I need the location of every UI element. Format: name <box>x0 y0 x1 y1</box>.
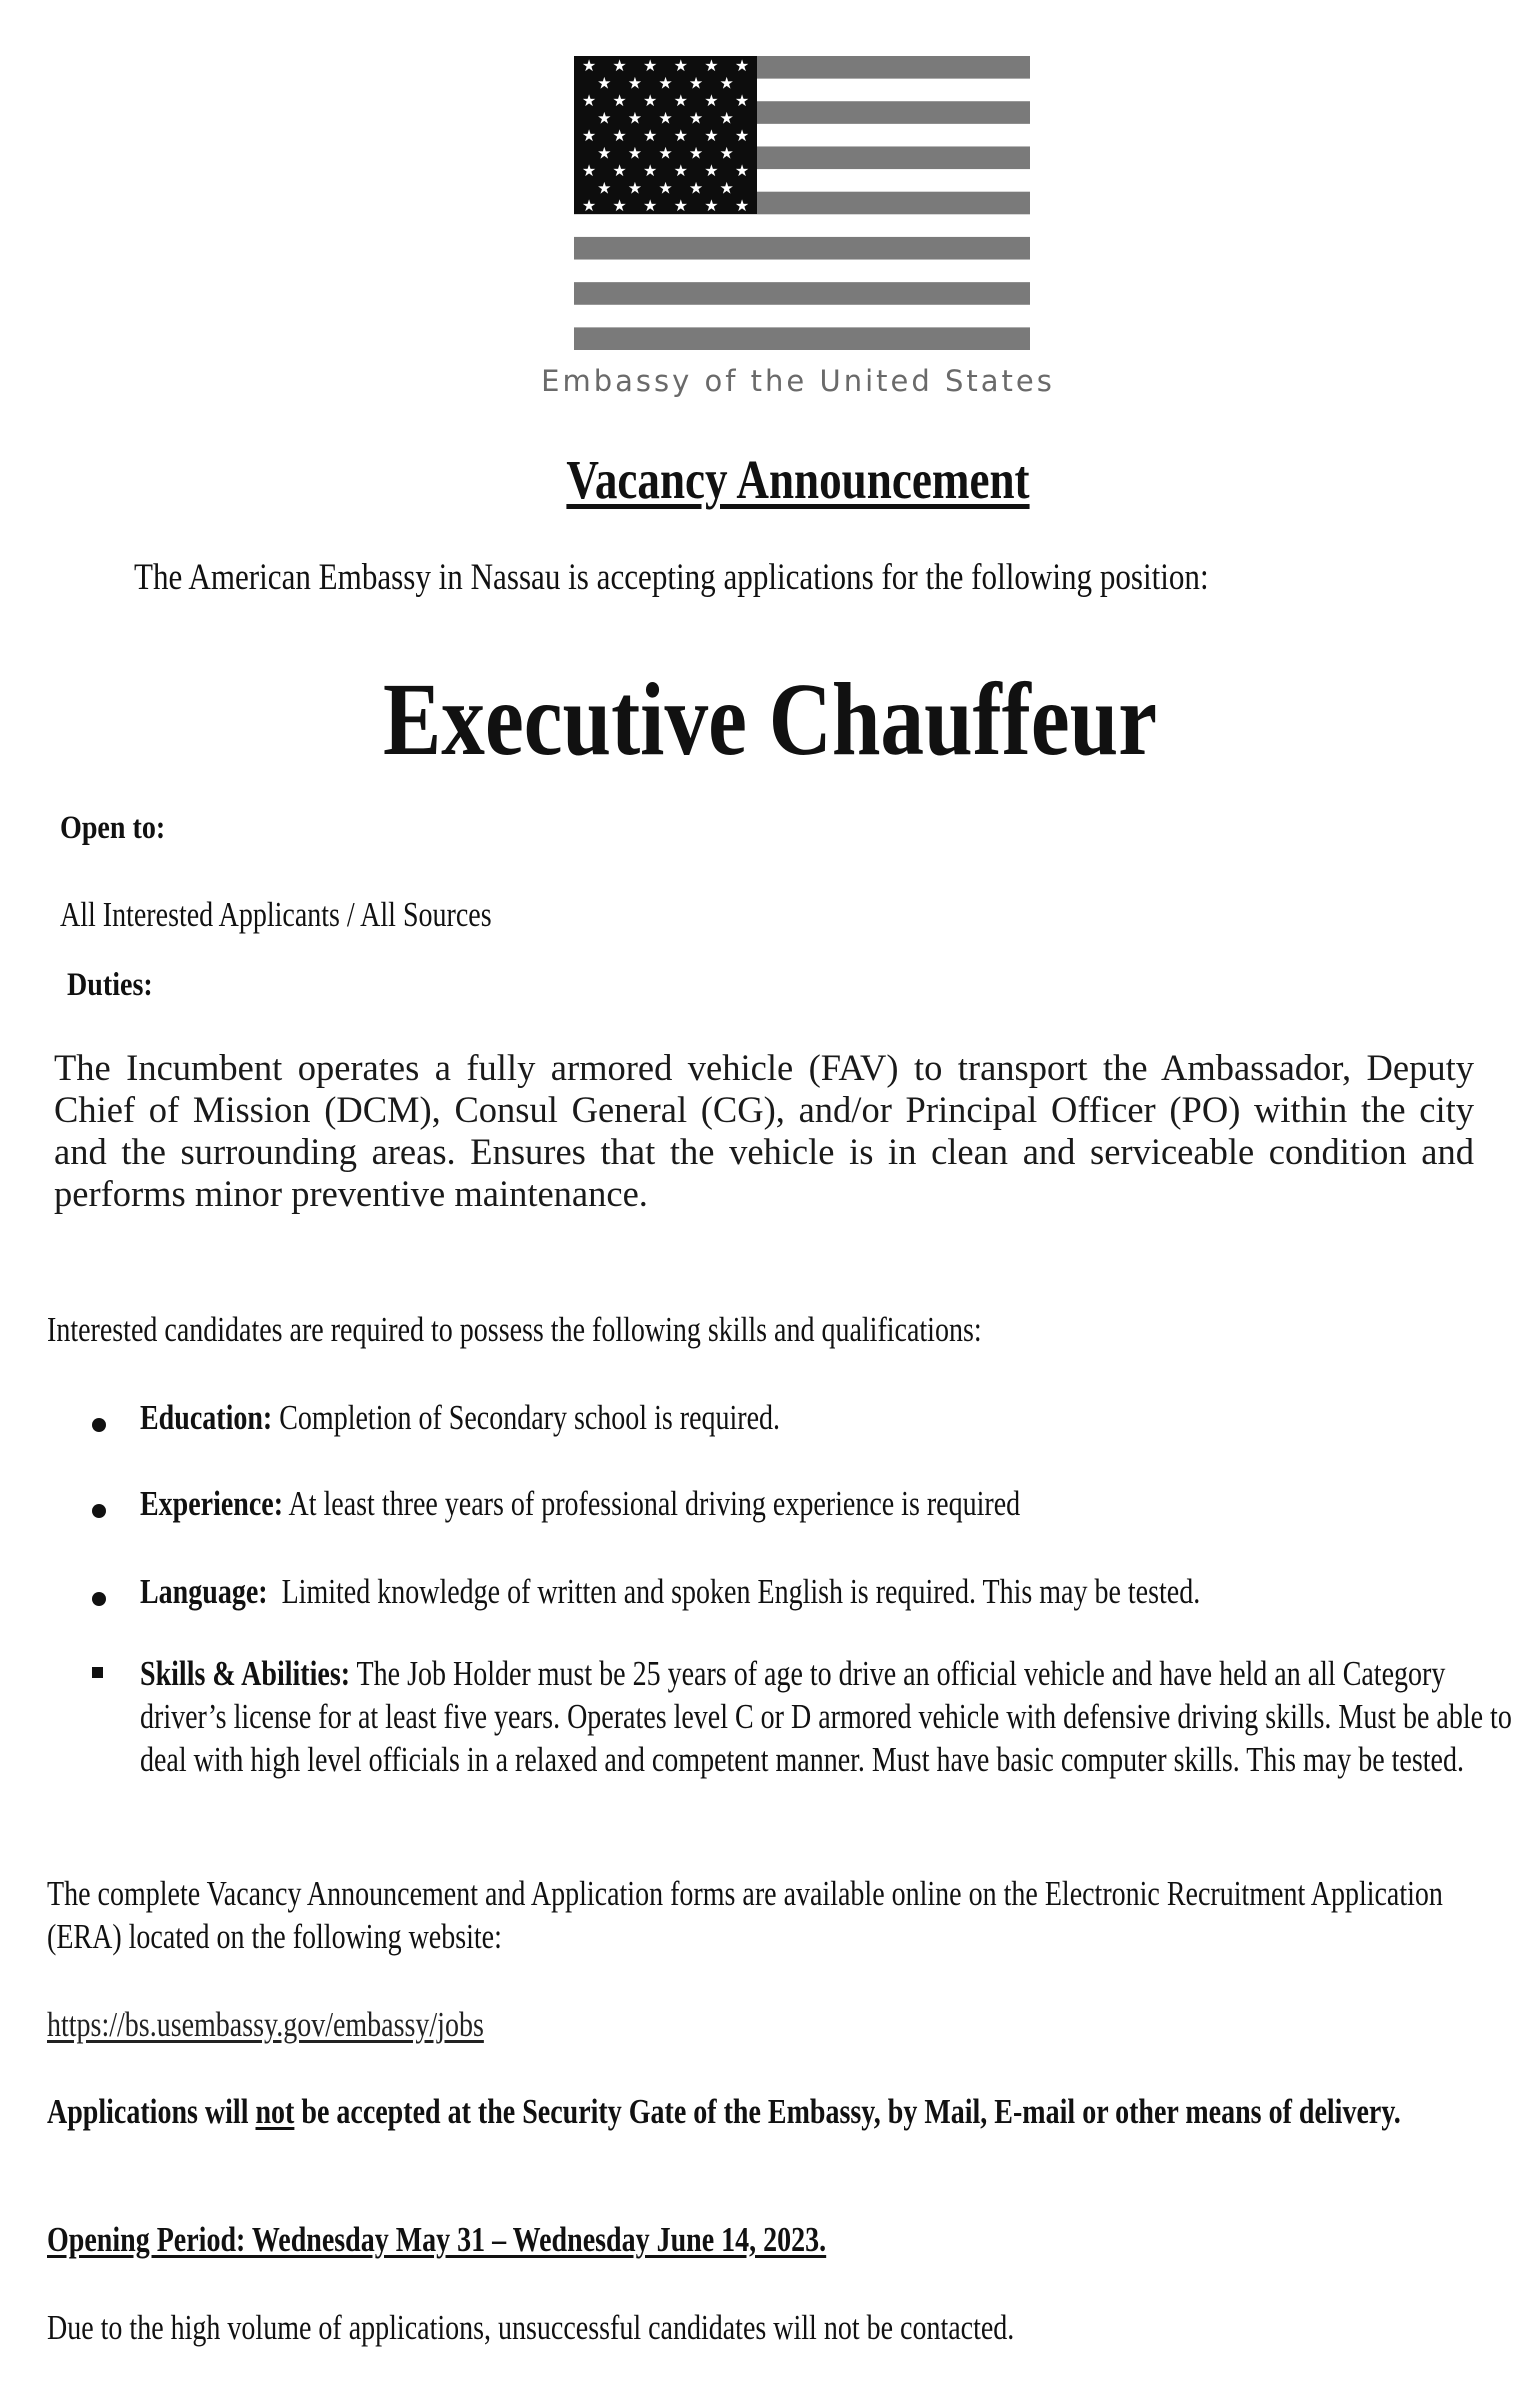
notice-part2: be accepted at the Security Gate of the Embassy, by Mail, E-mail or other means of delivery. <box>294 2092 1401 2131</box>
flag-star: ★ <box>688 108 704 128</box>
flag-star: ★ <box>597 108 612 128</box>
flag-star: ★ <box>704 56 719 75</box>
flag-star: ★ <box>612 91 627 110</box>
flag-star: ★ <box>612 126 627 145</box>
page-title: Vacancy Announcement <box>566 449 1030 510</box>
experience-label: Experience: <box>140 1484 284 1523</box>
position-title: Executive Chauffeur <box>382 662 1158 777</box>
flag-star: ★ <box>612 196 627 215</box>
skills-item <box>140 1652 1532 1781</box>
language-text: Limited knowledge of written and spoken English is required. This may be tested. <box>281 1572 1201 1611</box>
experience-text: At least three years of professional driving experience is required <box>288 1484 1021 1523</box>
language-item <box>140 1572 1200 1612</box>
flag-star: ★ <box>704 161 719 180</box>
flag-star: ★ <box>704 126 719 145</box>
flag-star: ★ <box>581 91 597 110</box>
flag-star: ★ <box>673 91 688 110</box>
duties-label: Duties: <box>67 967 153 1003</box>
flag-star: ★ <box>719 178 734 198</box>
flag-star: ★ <box>688 178 704 198</box>
flag-star: ★ <box>643 91 658 110</box>
flag-star: ★ <box>688 143 704 163</box>
flag-stripe <box>574 327 1030 350</box>
flag-star: ★ <box>612 56 627 75</box>
flag-star: ★ <box>643 161 658 180</box>
application-info: The complete Vacancy Announcement and Application forms are available online on the Electronic Recruitment Application (ERA) located on the following website: <box>47 1874 1443 1956</box>
flag-star: ★ <box>658 143 673 163</box>
flag-star: ★ <box>734 56 750 75</box>
flag-star: ★ <box>719 108 734 128</box>
flag-star: ★ <box>612 161 627 180</box>
flag-star: ★ <box>658 73 673 93</box>
opening-period: Opening Period: Wednesday May 31 – Wednesday June 14, 2023. <box>47 2220 827 2259</box>
jobs-link-wrapper <box>47 2003 1519 2046</box>
bullet-icon <box>92 1418 106 1432</box>
flag-star: ★ <box>734 126 750 145</box>
flag-star: ★ <box>734 196 750 215</box>
flag-star: ★ <box>658 178 673 198</box>
flag-star: ★ <box>658 108 673 128</box>
skills-text: The Job Holder must be 25 years of age to drive an official vehicle and have held an all Category driver’s license for at least five years. Operates level C or D armored vehicle with defensive driving skills. Must be able to deal with high level officials in a relaxed and competent manner. Must have basic computer skills. This may be tested. <box>140 1654 1512 1779</box>
flag-star: ★ <box>597 73 612 93</box>
flag-star: ★ <box>673 126 688 145</box>
flag-star: ★ <box>627 143 643 163</box>
flag-star: ★ <box>643 56 658 75</box>
intro-text: The American Embassy in Nassau is accepting applications for the following position: <box>134 557 1209 598</box>
flag-star: ★ <box>704 196 719 215</box>
duties-text: The Incumbent operates a fully armored vehicle (FAV) to transport the Ambassador, Deputy Chief of Mission (DCM), Consul General (CG), and/or Principal Officer (PO) within the city and the surrounding areas. Ensures that the vehicle is in clean and serviceable condition and performs minor preventive maintenance. <box>54 1047 1474 1214</box>
application-notice <box>47 2090 1519 2133</box>
flag-star: ★ <box>719 143 734 163</box>
education-text: Completion of Secondary school is required. <box>279 1398 781 1437</box>
flag-star: ★ <box>627 178 643 198</box>
flag-stripe <box>574 282 1030 305</box>
flag-star: ★ <box>734 91 750 110</box>
flag-star: ★ <box>673 196 688 215</box>
flag-star: ★ <box>627 108 643 128</box>
language-label: Language: <box>140 1572 268 1611</box>
jobs-link[interactable]: https://bs.usembassy.gov/embassy/jobs <box>47 2005 484 2044</box>
us-flag-logo <box>574 56 1030 350</box>
flag-star: ★ <box>643 126 658 145</box>
bullet-icon <box>92 1504 106 1518</box>
education-item <box>140 1398 780 1438</box>
flag-star: ★ <box>581 161 597 180</box>
open-to-value: All Interested Applicants / All Sources <box>60 895 492 934</box>
flag-star: ★ <box>734 161 750 180</box>
flag-star: ★ <box>581 56 597 75</box>
flag-stripe <box>574 237 1030 260</box>
flag-star: ★ <box>597 143 612 163</box>
experience-item <box>140 1484 1020 1524</box>
flag-star: ★ <box>581 196 597 215</box>
open-to-label: Open to: <box>60 810 166 846</box>
flag-star: ★ <box>673 161 688 180</box>
embassy-logo-caption: Embassy of the United States <box>541 364 1055 398</box>
notice-not: not <box>255 2092 295 2131</box>
skills-label: Skills & Abilities: <box>140 1654 351 1693</box>
flag-star: ★ <box>719 73 734 93</box>
flag-star: ★ <box>688 73 704 93</box>
flag-star: ★ <box>643 196 658 215</box>
qualifications-intro: Interested candidates are required to possess the following skills and qualifications: <box>47 1310 982 1349</box>
square-bullet-icon <box>92 1667 103 1678</box>
notice-part1: Applications will <box>47 2092 256 2131</box>
flag-star: ★ <box>673 56 688 75</box>
flag-star: ★ <box>704 91 719 110</box>
bullet-icon <box>92 1592 106 1606</box>
flag-star: ★ <box>581 126 597 145</box>
education-label: Education: <box>140 1398 273 1437</box>
flag-star: ★ <box>597 178 612 198</box>
flag-star: ★ <box>627 73 643 93</box>
footer-note: Due to the high volume of applications, unsuccessful candidates will not be contacted. <box>47 2308 1015 2347</box>
